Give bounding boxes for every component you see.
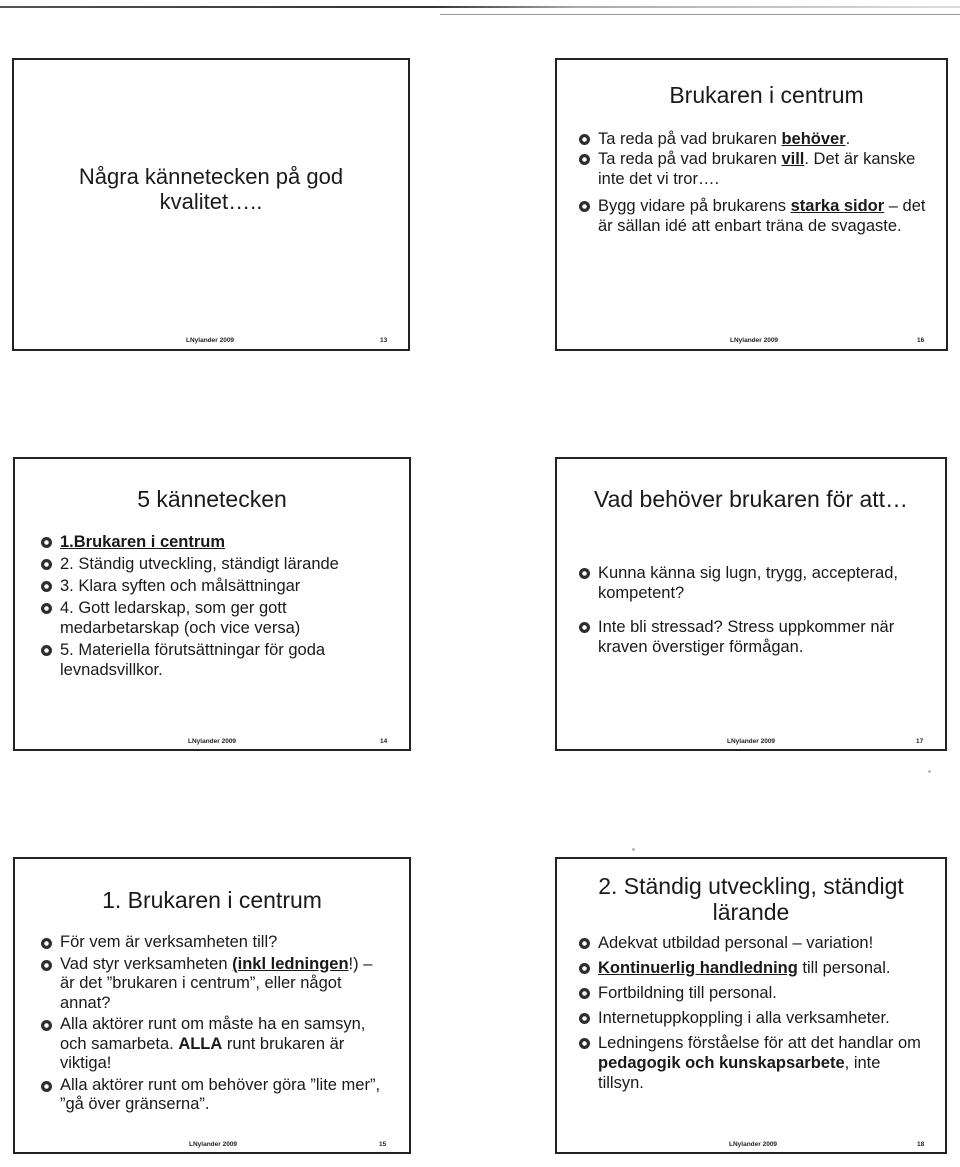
bullet-icon xyxy=(41,581,52,592)
bullet-text: till personal. xyxy=(797,959,891,977)
bullet-icon xyxy=(579,938,590,949)
bullet-icon xyxy=(579,622,590,633)
slide-title-text: 2. Ständig utveckling, ständigt lärande xyxy=(598,873,904,925)
bullet-icon xyxy=(579,963,590,974)
bullet-text: runt brukaren är viktiga! xyxy=(60,1034,345,1072)
bullet-list xyxy=(41,933,391,1115)
bullet-text: Inte bli stressad? Stress uppkommer när kraven överstiger förmågan. xyxy=(598,618,895,656)
slide-title xyxy=(557,486,945,512)
slide-number: 17 xyxy=(916,738,924,745)
bullet-text: 3. Klara syften och målsättningar xyxy=(60,577,301,595)
footer-author: LNylander 2009 xyxy=(188,738,237,745)
bullet-icon xyxy=(41,938,52,949)
list-item xyxy=(579,129,929,149)
bullet-text: – det är sällan idé att enbart träna de svagaste. xyxy=(598,197,926,235)
slide-title xyxy=(74,164,348,214)
bullet-text: Alla aktörer runt om behöver göra ”lite mer”, ”gå över gränserna”. xyxy=(60,1075,381,1113)
scan-speck xyxy=(928,770,931,773)
bullet-icon xyxy=(579,134,590,145)
list-item xyxy=(579,617,929,657)
bullet-icon xyxy=(41,1020,52,1031)
bullet-text: Bygg vidare på brukarens xyxy=(598,197,791,215)
bullet-list xyxy=(579,563,929,657)
list-item xyxy=(579,196,929,236)
slide-number: 14 xyxy=(380,738,388,745)
bullet-icon xyxy=(579,1013,590,1024)
slide-13 xyxy=(12,58,410,351)
bullet-text: 5. Materiella förutsättningar för goda levnadsvillkor. xyxy=(60,641,326,679)
list-item xyxy=(579,933,929,953)
bullet-text: Kunna känna sig lugn, trygg, accepterad, kompetent? xyxy=(598,564,898,602)
bullet-icon xyxy=(41,559,52,570)
list-item xyxy=(41,1076,391,1115)
scan-edge-line xyxy=(0,6,960,8)
slide-title-text: Några kännetecken på god kvalitet….. xyxy=(78,164,344,214)
bullet-list xyxy=(579,129,929,236)
bullet-icon xyxy=(579,201,590,212)
slide-number: 13 xyxy=(380,337,388,344)
list-item xyxy=(41,640,381,680)
list-item xyxy=(41,933,391,953)
list-item xyxy=(579,149,929,189)
emphasis-text: starka sidor xyxy=(790,197,885,215)
list-item xyxy=(579,983,929,1003)
slide-title-text: Brukaren i centrum xyxy=(669,82,864,108)
bullet-text: Vad styr verksamheten xyxy=(60,954,233,973)
emphasis-text: pedagogik och kunskapsarbete xyxy=(598,1054,845,1072)
list-item xyxy=(41,532,381,552)
footer-author: LNylander 2009 xyxy=(189,1141,238,1148)
emphasis-text: (inkl ledningen xyxy=(232,954,349,973)
bullet-text: . xyxy=(845,130,851,148)
bullet-text: Alla aktörer runt om måste ha en samsyn, och samarbeta. xyxy=(60,1015,366,1053)
bullet-text: , inte tillsyn. xyxy=(598,1054,881,1092)
scan-speck xyxy=(632,848,635,851)
slide-16 xyxy=(555,58,948,351)
slide-number: 15 xyxy=(379,1141,387,1148)
bullet-list xyxy=(41,532,381,680)
list-item xyxy=(579,563,929,603)
bullet-text: Adekvat utbildad personal – variation! xyxy=(598,934,874,952)
list-item xyxy=(579,1033,929,1093)
bullet-text: . Det är kanske inte det vi tror…. xyxy=(598,150,916,188)
bullet-text: 2. Ständig utveckling, ständigt lärande xyxy=(60,555,339,573)
slide-17 xyxy=(555,457,947,751)
emphasis-text: vill xyxy=(781,150,805,168)
bullet-icon xyxy=(41,645,52,656)
emphasis-text: Kontinuerlig handledning xyxy=(598,959,798,977)
slide-18 xyxy=(555,857,947,1154)
bullet-list xyxy=(579,933,929,1093)
bullet-icon xyxy=(41,960,52,971)
list-item xyxy=(41,576,381,596)
bullet-text: Fortbildning till personal. xyxy=(598,984,777,1002)
footer-author: LNylander 2009 xyxy=(186,337,235,344)
slide-15 xyxy=(13,857,411,1154)
list-item xyxy=(41,598,381,638)
bullet-text: Internetuppkoppling i alla verksamheter. xyxy=(598,1009,890,1027)
bullet-icon xyxy=(579,1038,590,1049)
slide-number: 18 xyxy=(917,1141,925,1148)
bullet-text: Ta reda på vad brukaren xyxy=(598,130,782,148)
bullet-text: 4. Gott ledarskap, som ger gott medarbetarskap (och vice versa) xyxy=(60,599,301,637)
bullet-icon xyxy=(579,568,590,579)
list-item xyxy=(579,1008,929,1028)
slide-title xyxy=(597,873,905,925)
list-item xyxy=(41,554,381,574)
bullet-text: 1.Brukaren i centrum xyxy=(60,533,226,551)
bullet-text: För vem är verksamheten till? xyxy=(60,933,278,951)
bullet-icon xyxy=(579,988,590,999)
list-item xyxy=(41,1015,391,1074)
scan-edge-line-secondary xyxy=(440,14,960,15)
bullet-icon xyxy=(579,154,590,165)
bullet-icon xyxy=(41,537,52,548)
slide-number: 16 xyxy=(917,337,925,344)
emphasis-text: ALLA xyxy=(178,1034,223,1053)
slide-title-text: Vad behöver brukaren för att… xyxy=(593,486,909,512)
footer-author: LNylander 2009 xyxy=(730,337,779,344)
bullet-text: Ledningens förståelse för att det handlar om xyxy=(598,1034,921,1052)
slide-14 xyxy=(13,457,411,751)
bullet-text: !) – är det ”brukaren i centrum”, eller något annat? xyxy=(60,954,373,1012)
list-item xyxy=(579,958,929,978)
slide-title xyxy=(597,82,936,108)
footer-author: LNylander 2009 xyxy=(727,738,776,745)
bullet-icon xyxy=(41,1081,52,1092)
bullet-icon xyxy=(41,603,52,614)
emphasis-text: behöver xyxy=(781,130,846,148)
slide-title-text: 1. Brukaren i centrum xyxy=(102,887,322,913)
slide-title xyxy=(15,486,409,512)
slide-title-text: 5 kännetecken xyxy=(137,486,287,512)
footer-author: LNylander 2009 xyxy=(729,1141,778,1148)
slide-title xyxy=(15,887,409,913)
bullet-text: Ta reda på vad brukaren xyxy=(598,150,782,168)
list-item xyxy=(41,955,391,1014)
